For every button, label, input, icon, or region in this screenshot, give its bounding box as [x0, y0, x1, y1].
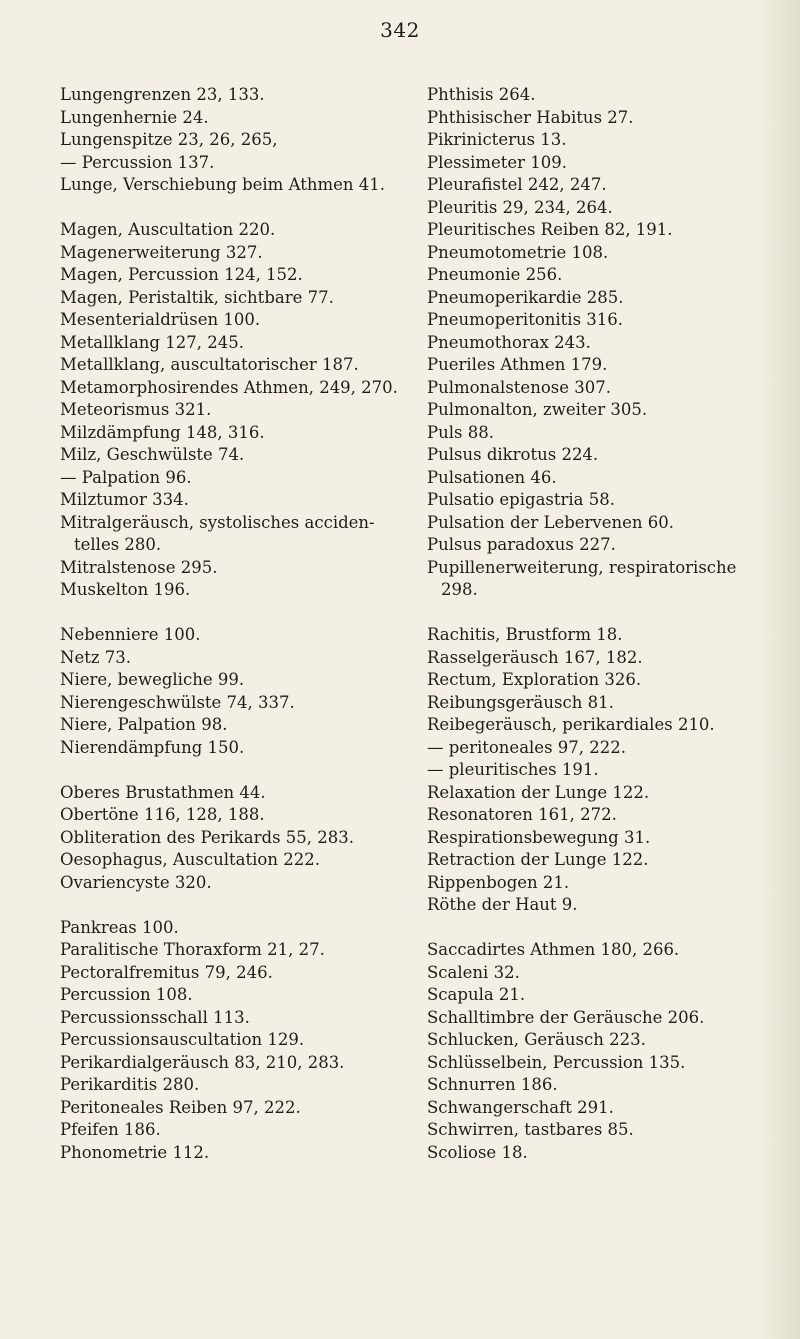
index-entry: Mesenterialdrüsen 100. — [60, 310, 261, 329]
index-entry: Phthisis 264. — [427, 85, 536, 104]
index-entry: Milzdämpfung 148, 316. — [60, 422, 265, 442]
index-entry: Magen, Peristaltik, sichtbare 77. — [60, 287, 334, 307]
index-entry: Paralitische Thoraxform 21, 27. — [60, 940, 325, 959]
index-entry: — pleuritisches 191. — [427, 760, 599, 779]
index-entry: Pankreas 100. — [60, 917, 179, 937]
index-entry: Pulsationen 46. — [427, 467, 557, 487]
index-entry: Percussion 108. — [60, 985, 193, 1004]
index-entry: Pueriles Athmen 179. — [427, 355, 608, 374]
index-entry: Ovariencyste 320. — [60, 872, 212, 892]
index-entry: Scoliose 18. — [427, 1142, 528, 1162]
index-entry: Resonatoren 161, 272. — [427, 805, 617, 824]
index-entry: Relaxation der Lunge 122. — [427, 782, 650, 802]
index-entry: Puls 88. — [427, 422, 494, 442]
index-entry: Schalltimbre der Geräusche 206. — [427, 1007, 705, 1027]
index-entry: Röthe der Haut 9. — [427, 895, 578, 914]
index-entry: Milz, Geschwülste 74. — [60, 445, 245, 464]
index-entry: Phonometrie 112. — [60, 1142, 210, 1162]
section-gap — [60, 759, 400, 782]
index-entry: Pulmonalstenose 307. — [427, 377, 611, 397]
index-column-left — [60, 84, 400, 1164]
index-entry: Rippenbogen 21. — [427, 872, 570, 892]
index-entry: Phthisischer Habitus 27. — [427, 107, 634, 127]
index-entry: — Percussion 137. — [60, 152, 215, 172]
index-entry: Pupillenerweiterung, respiratorische — [427, 557, 737, 577]
index-entry: Magen, Percussion 124, 152. — [60, 265, 303, 284]
index-entry: Nierendämpfung 150. — [60, 737, 245, 757]
index-entry: Schnurren 186. — [427, 1075, 558, 1094]
index-entry: Schwirren, tastbares 85. — [427, 1120, 634, 1139]
index-entry: Mitralstenose 295. — [60, 557, 218, 577]
index-entry: Obliteration des Perikards 55, 283. — [60, 827, 355, 847]
index-entry: Obertöne 116, 128, 188. — [60, 805, 265, 824]
index-entry: Scaleni 32. — [427, 962, 520, 982]
index-entry: Pectoralfremitus 79, 246. — [60, 962, 273, 982]
index-entry: Rectum, Exploration 326. — [427, 670, 642, 689]
index-entry: Lungenhernie 24. — [60, 107, 209, 127]
index-entry: Milztumor 334. — [60, 490, 189, 509]
index-entry: Scapula 21. — [427, 985, 526, 1004]
index-entry: Retraction der Lunge 122. — [427, 850, 649, 869]
index-entry: Pulsatio epigastria 58. — [427, 490, 615, 509]
index-entry: Muskelton 196. — [60, 580, 191, 599]
index-entry: Perikardialgeräusch 83, 210, 283. — [60, 1052, 345, 1072]
index-entry: Pulsation der Lebervenen 60. — [427, 512, 675, 532]
index-entry: Netz 73. — [60, 647, 132, 667]
index-entry: Pneumothorax 243. — [427, 332, 591, 352]
index-entry: Pleuritisches Reiben 82, 191. — [427, 220, 673, 239]
index-entry: Rachitis, Brustform 18. — [427, 625, 623, 644]
index-entry: Metallklang 127, 245. — [60, 332, 244, 352]
section-gap — [60, 602, 400, 625]
index-entry: Niere, bewegliche 99. — [60, 670, 245, 689]
index-entry: Lungengrenzen 23, 133. — [60, 85, 265, 104]
page-number: 342 — [380, 18, 420, 42]
index-entry: Pneumoperitonitis 316. — [427, 310, 624, 329]
index-entry: Mitralgeräusch, systolisches acciden- — [60, 512, 375, 532]
index-entry: Pulsus dikrotus 224. — [427, 445, 599, 464]
index-entry: Pikrinicterus 13. — [427, 130, 567, 149]
index-entry: Lunge, Verschiebung beim Athmen 41. — [60, 175, 385, 194]
index-entry: Pleurafistel 242, 247. — [427, 175, 607, 194]
index-entry: Reibungsgeräusch 81. — [427, 692, 614, 712]
index-entry: Oesophagus, Auscultation 222. — [60, 850, 320, 869]
index-entry: Lungenspitze 23, 26, 265, — [60, 130, 278, 149]
index-entry: Schwangerschaft 291. — [427, 1097, 614, 1117]
index-entry: Pulmonalton, zweiter 305. — [427, 400, 648, 419]
index-entry: Percussionsauscultation 129. — [60, 1030, 305, 1049]
index-entry: Saccadirtes Athmen 180, 266. — [427, 940, 680, 959]
index-entry: — peritoneales 97, 222. — [427, 737, 627, 757]
index-entry: Reibegeräusch, perikardiales 210. — [427, 715, 715, 734]
index-entry: Nierengeschwülste 74, 337. — [60, 692, 295, 712]
index-entry: telles 280. — [74, 535, 162, 554]
index-entry: Metallklang, auscultatorischer 187. — [60, 355, 359, 374]
index-entry: Pleuritis 29, 234, 264. — [427, 197, 613, 217]
section-gap — [60, 894, 400, 917]
index-entry: Pfeifen 186. — [60, 1120, 161, 1139]
index-entry: Perikarditis 280. — [60, 1075, 200, 1094]
index-entry: Schlucken, Geräusch 223. — [427, 1030, 646, 1049]
section-gap — [427, 917, 772, 940]
index-entry: Peritoneales Reiben 97, 222. — [60, 1097, 301, 1117]
index-entry: Plessimeter 109. — [427, 152, 568, 172]
index-entry: Meteorismus 321. — [60, 400, 212, 419]
index-entry: Magenerweiterung 327. — [60, 242, 263, 262]
index-entry: 298. — [441, 580, 478, 599]
index-entry: Metamorphosirendes Athmen, 249, 270. — [60, 377, 398, 397]
index-entry: Respirationsbewegung 31. — [427, 827, 651, 847]
index-entry: Oberes Brustathmen 44. — [60, 782, 266, 802]
index-entry: Nebenniere 100. — [60, 625, 201, 644]
index-entry: — Palpation 96. — [60, 467, 192, 487]
index-entry: Schlüsselbein, Percussion 135. — [427, 1052, 686, 1072]
index-column-right — [427, 84, 772, 1164]
index-entry: Magen, Auscultation 220. — [60, 220, 276, 239]
section-gap — [427, 602, 772, 625]
index-entry: Niere, Palpation 98. — [60, 715, 228, 734]
index-entry: Pulsus paradoxus 227. — [427, 535, 616, 554]
index-entry: Rasselgeräusch 167, 182. — [427, 647, 643, 667]
index-entry: Pneumoperikardie 285. — [427, 287, 624, 307]
index-entry: Percussionsschall 113. — [60, 1007, 250, 1027]
index-entry: Pneumonie 256. — [427, 265, 563, 284]
index-entry: Pneumotometrie 108. — [427, 242, 609, 262]
section-gap — [60, 197, 400, 220]
